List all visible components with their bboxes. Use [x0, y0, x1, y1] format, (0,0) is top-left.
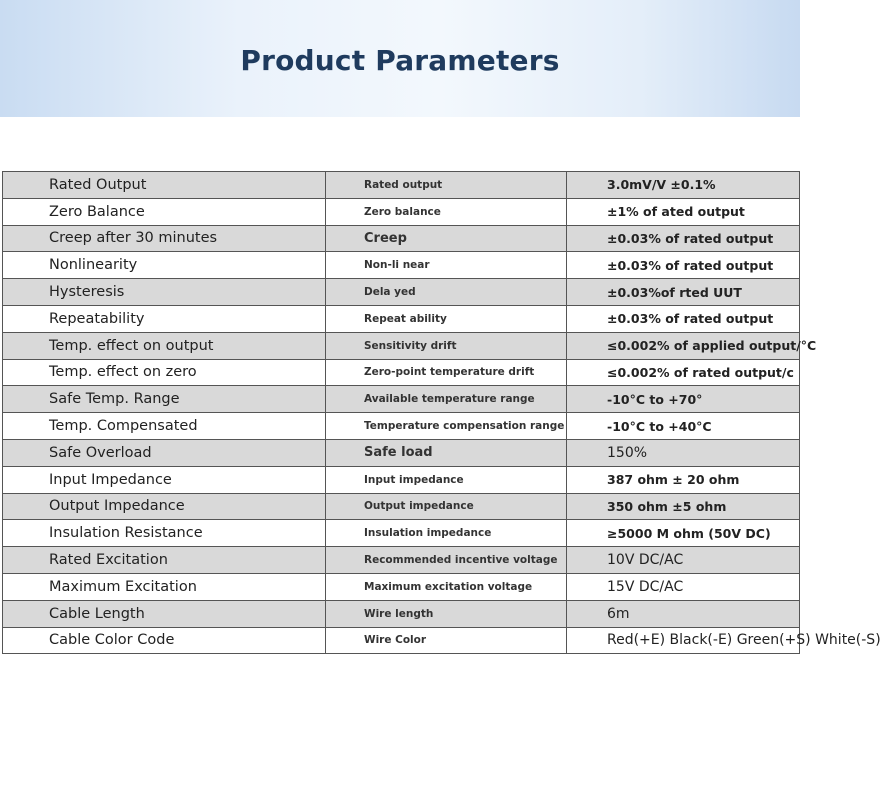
param-alt-name: Safe load	[326, 439, 567, 466]
param-value: Red(+E) Black(-E) Green(+S) White(-S)	[567, 627, 800, 654]
param-name: Output Impedance	[3, 493, 326, 520]
table-row	[3, 359, 800, 386]
table-row	[3, 172, 800, 199]
parameters-table	[2, 171, 881, 654]
param-alt-name: Repeat ability	[326, 305, 567, 332]
param-alt-name: Rated output	[326, 172, 567, 199]
table-row	[3, 627, 800, 654]
param-value: ±0.03% of rated output	[567, 252, 800, 279]
table-row	[3, 279, 800, 306]
param-name: Rated Output	[3, 172, 326, 199]
param-alt-name: Zero balance	[326, 198, 567, 225]
param-value: 3.0mV/V ±0.1%	[567, 172, 800, 199]
param-value: -10°C to +70°	[567, 386, 800, 413]
param-alt-name: Output impedance	[326, 493, 567, 520]
param-alt-name: Recommended incentive voltage	[326, 547, 567, 574]
param-name: Safe Temp. Range	[3, 386, 326, 413]
table-row	[3, 600, 800, 627]
param-name: Hysteresis	[3, 279, 326, 306]
param-value: 15V DC/AC	[567, 573, 800, 600]
table-row	[3, 520, 800, 547]
param-name: Zero Balance	[3, 198, 326, 225]
header-banner	[0, 0, 800, 117]
param-value: ≤0.002% of rated output/c	[567, 359, 800, 386]
page-title: Product Parameters	[240, 44, 560, 77]
param-name: Input Impedance	[3, 466, 326, 493]
param-name: Cable Color Code	[3, 627, 326, 654]
param-name: Creep after 30 minutes	[3, 225, 326, 252]
table-row	[3, 252, 800, 279]
param-name: Safe Overload	[3, 439, 326, 466]
param-alt-name: Input impedance	[326, 466, 567, 493]
param-alt-name: Temperature compensation range	[326, 413, 567, 440]
table-row	[3, 547, 800, 574]
table-row	[3, 386, 800, 413]
param-value: 350 ohm ±5 ohm	[567, 493, 800, 520]
param-name: Repeatability	[3, 305, 326, 332]
param-alt-name: Wire Color	[326, 627, 567, 654]
param-alt-name: Maximum excitation voltage	[326, 573, 567, 600]
table-row	[3, 413, 800, 440]
param-value: ≥5000 M ohm (50V DC)	[567, 520, 800, 547]
param-alt-name: Non-li near	[326, 252, 567, 279]
table-row	[3, 466, 800, 493]
param-alt-name: Available temperature range	[326, 386, 567, 413]
table-row	[3, 573, 800, 600]
param-value: ≤0.002% of applied output/°C	[567, 332, 800, 359]
table-row	[3, 332, 800, 359]
param-value: ±0.03% of rated output	[567, 305, 800, 332]
param-name: Cable Length	[3, 600, 326, 627]
param-value: 10V DC/AC	[567, 547, 800, 574]
param-alt-name: Sensitivity drift	[326, 332, 567, 359]
param-name: Temp. Compensated	[3, 413, 326, 440]
table-row	[3, 439, 800, 466]
table-row	[3, 493, 800, 520]
param-name: Maximum Excitation	[3, 573, 326, 600]
param-alt-name: Dela yed	[326, 279, 567, 306]
param-value: ±0.03% of rated output	[567, 225, 800, 252]
param-name: Temp. effect on output	[3, 332, 326, 359]
param-name: Rated Excitation	[3, 547, 326, 574]
param-value: 6m	[567, 600, 800, 627]
param-alt-name: Wire length	[326, 600, 567, 627]
param-name: Nonlinearity	[3, 252, 326, 279]
table-row	[3, 198, 800, 225]
param-alt-name: Creep	[326, 225, 567, 252]
table-row	[3, 225, 800, 252]
param-alt-name: Zero-point temperature drift	[326, 359, 567, 386]
param-value: ±0.03%of rted UUT	[567, 279, 800, 306]
param-value: 387 ohm ± 20 ohm	[567, 466, 800, 493]
param-name: Temp. effect on zero	[3, 359, 326, 386]
param-alt-name: Insulation impedance	[326, 520, 567, 547]
param-value: ±1% of ated output	[567, 198, 800, 225]
param-name: Insulation Resistance	[3, 520, 326, 547]
table-row	[3, 305, 800, 332]
param-value: -10°C to +40°C	[567, 413, 800, 440]
param-value: 150%	[567, 439, 800, 466]
